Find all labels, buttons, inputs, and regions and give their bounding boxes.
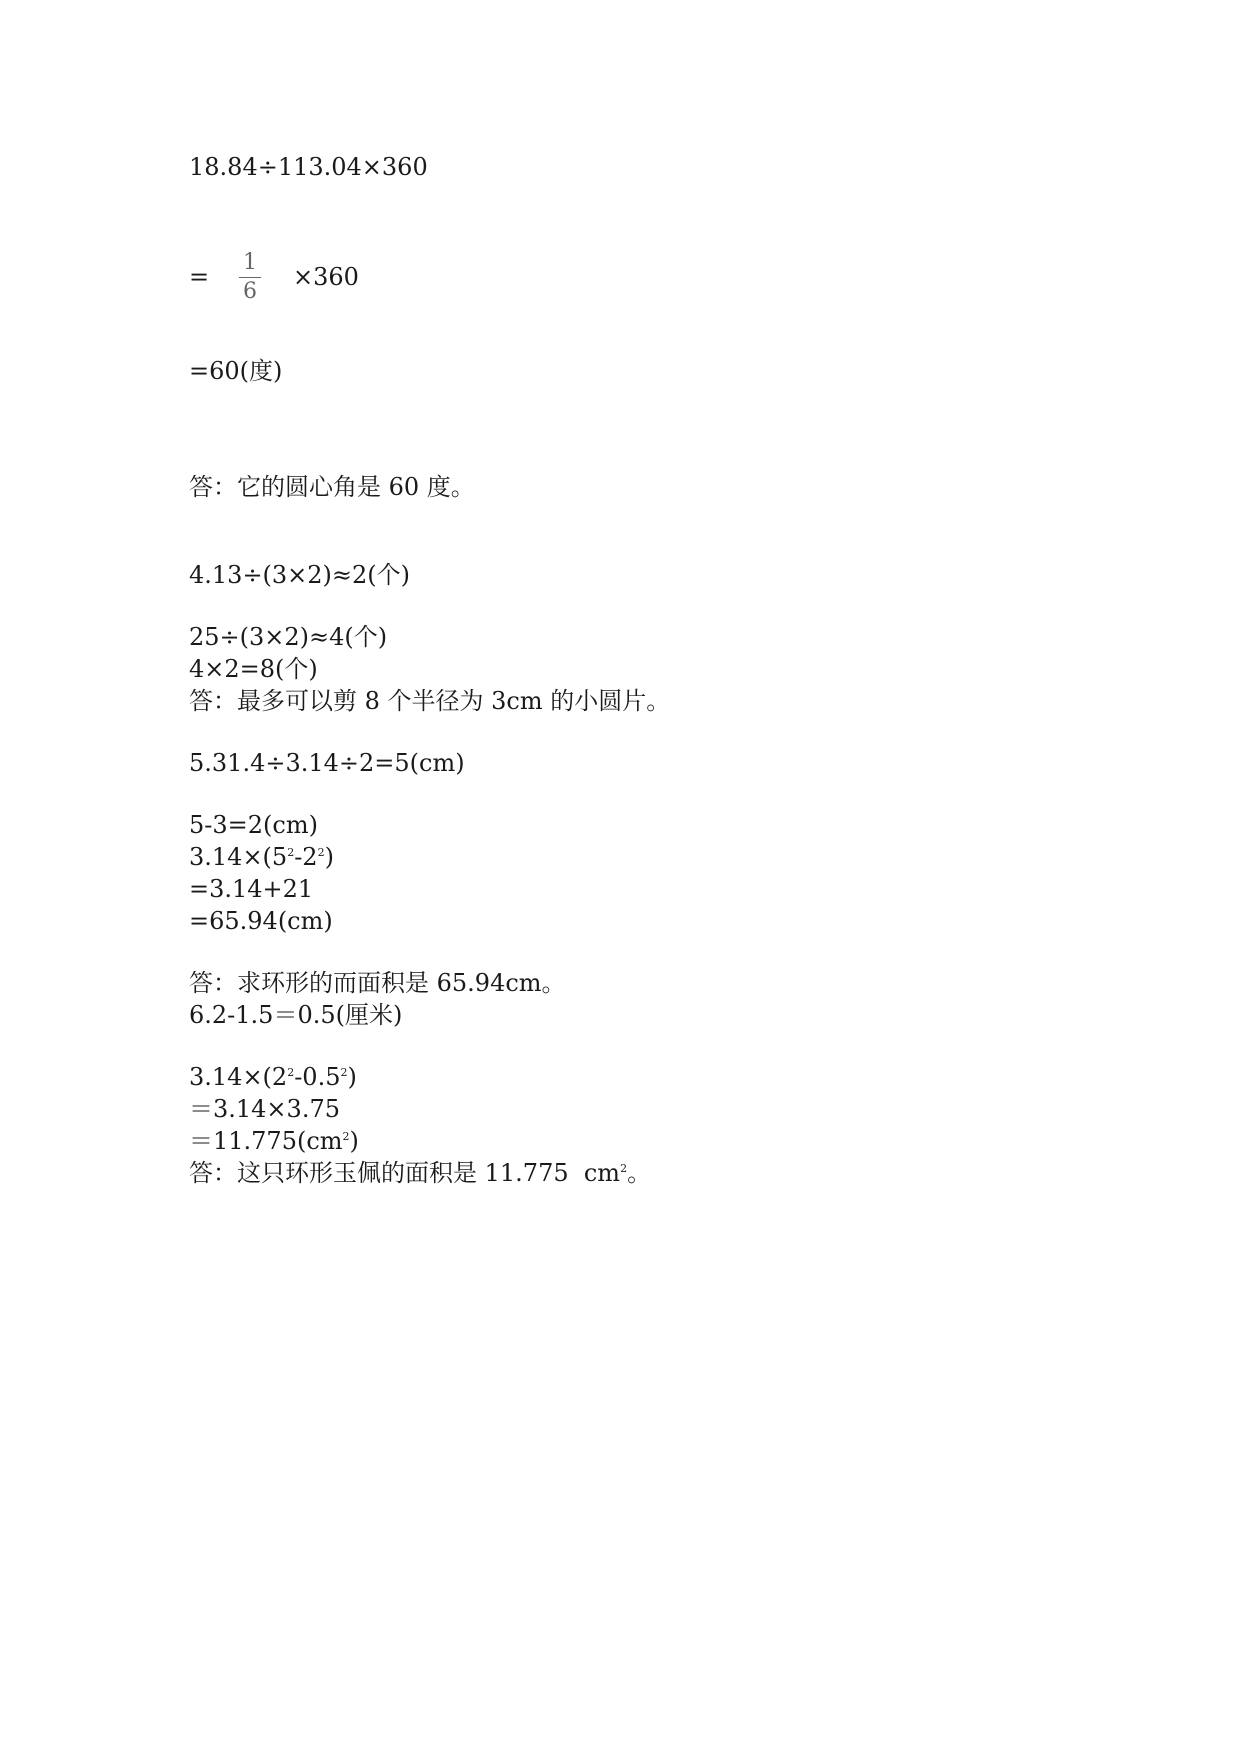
text-segment: 3.14×(5	[189, 843, 288, 871]
text-segment: )	[324, 843, 334, 871]
answer-line-3: 答：它的圆心角是 60 度。	[189, 473, 475, 501]
fraction-denominator: 6	[243, 279, 257, 304]
text-segment: 。	[627, 1159, 652, 1187]
answer-line-6	[189, 1158, 651, 1188]
problem-5-line-4: =3.14+21	[189, 875, 314, 903]
text-segment: ＝11.775(cm	[189, 1127, 343, 1155]
result-line-60: =60(度)	[189, 357, 283, 385]
fraction-step	[189, 250, 589, 310]
problem-5-line-1: 5.31.4÷3.14÷2=5(cm)	[189, 749, 465, 777]
problem-5-line-5: =65.94(cm)	[189, 907, 333, 935]
text-segment: 答：这只环形玉佩的面积是 11.775 cm	[189, 1159, 621, 1187]
problem-4-line-1: 4.13÷(3×2)≈2(个)	[189, 561, 411, 589]
superscript: 2	[340, 1066, 348, 1079]
calc-line-1: 18.84÷113.04×360	[189, 153, 428, 181]
superscript: 2	[317, 846, 325, 859]
answer-line-4: 答：最多可以剪 8 个半径为 3cm 的小圆片。	[189, 687, 671, 715]
answer-line-5: 答：求环形的而面积是 65.94cm。	[189, 969, 566, 997]
text-segment: )	[349, 1127, 359, 1155]
text-segment: )	[347, 1063, 357, 1091]
equals-sign: =	[189, 263, 210, 291]
text-segment: -0.5	[294, 1063, 341, 1091]
problem-4-line-3: 4×2=8(个)	[189, 655, 318, 683]
problem-5-line-3	[189, 842, 334, 872]
superscript: 2	[342, 1130, 350, 1143]
multiply-360: ×360	[293, 263, 359, 291]
text-segment: 3.14×(2	[189, 1063, 288, 1091]
fraction-numerator: 1	[243, 250, 257, 275]
fraction-one-sixth	[239, 250, 261, 305]
problem-6-line-4	[189, 1126, 359, 1156]
problem-4-line-2: 25÷(3×2)≈4(个)	[189, 623, 388, 651]
fraction-bar	[239, 277, 261, 278]
text-segment: -2	[294, 843, 318, 871]
problem-6-line-1: 6.2-1.5＝0.5(厘米)	[189, 1001, 403, 1029]
problem-6-line-3: ＝3.14×3.75	[189, 1095, 340, 1123]
problem-6-line-2	[189, 1062, 357, 1092]
superscript: 2	[620, 1162, 628, 1175]
superscript: 2	[287, 1066, 295, 1079]
superscript: 2	[287, 846, 295, 859]
problem-5-line-2: 5-3=2(cm)	[189, 811, 318, 839]
